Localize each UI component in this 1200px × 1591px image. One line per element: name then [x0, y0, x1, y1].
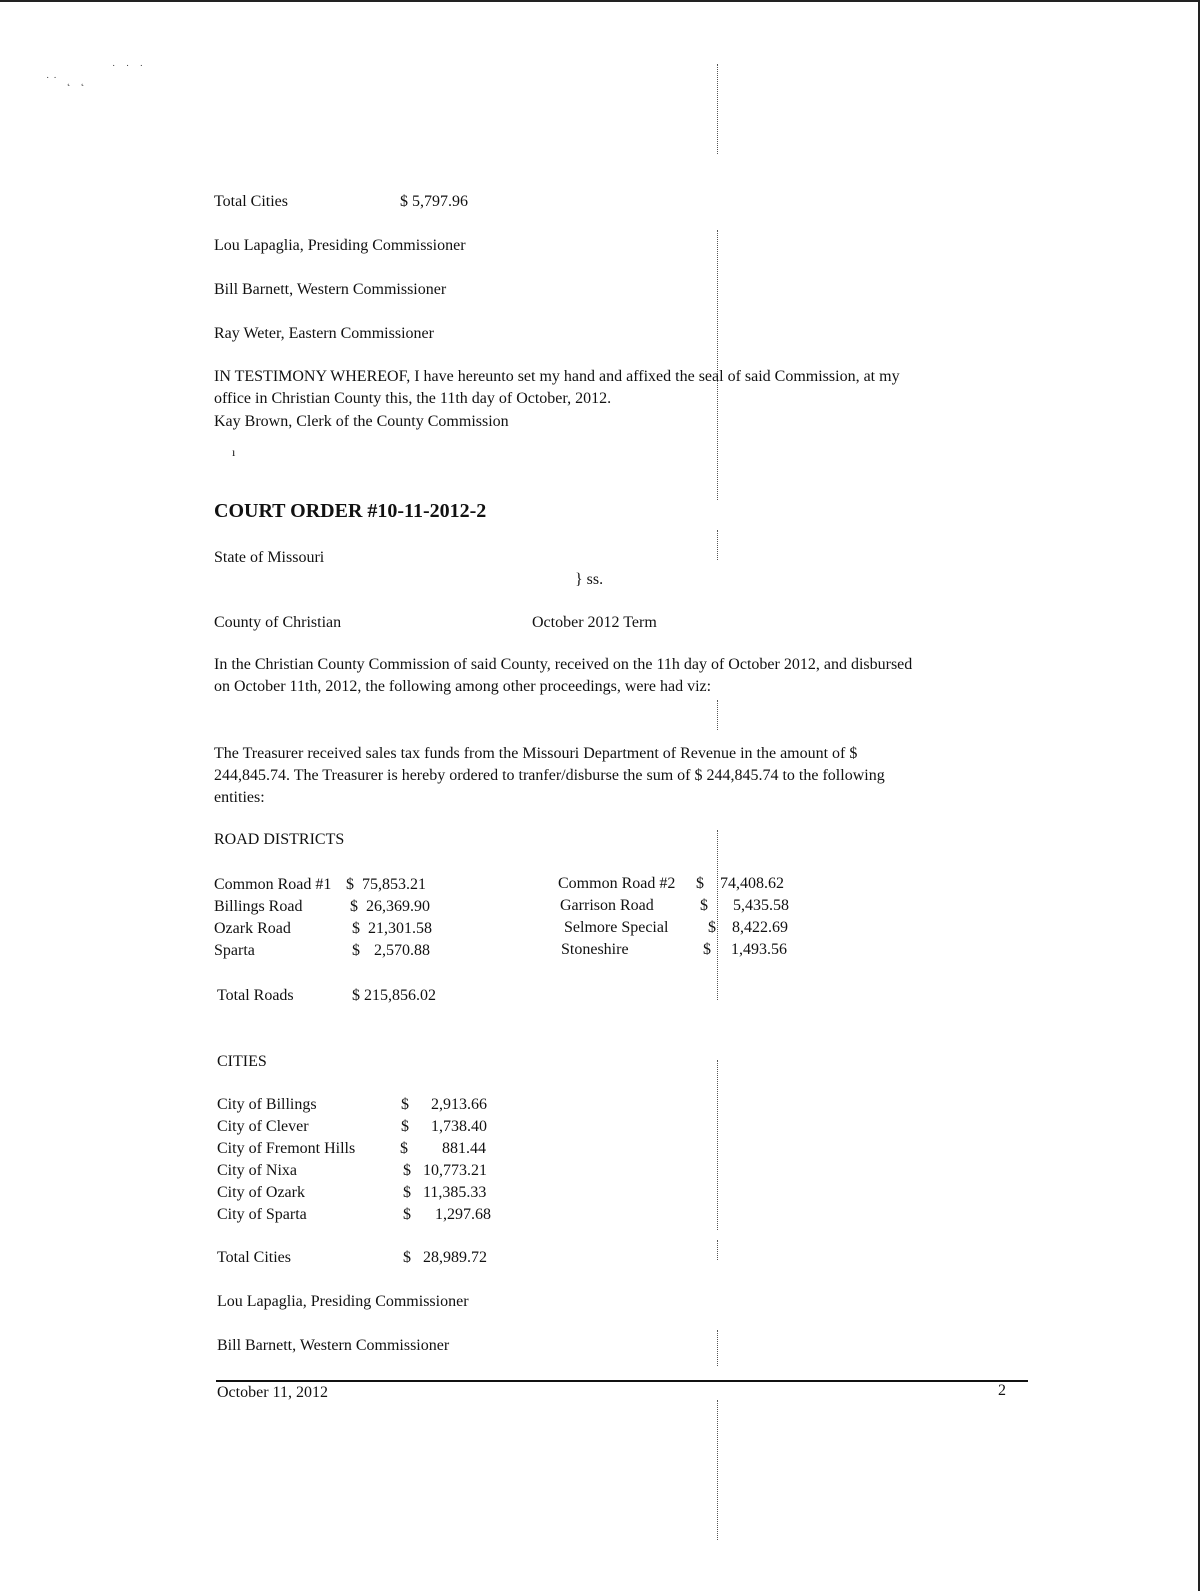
- scan-fold-line: [717, 530, 719, 560]
- county-label: County of Christian: [214, 614, 342, 631]
- scan-fold-line: [717, 700, 719, 730]
- testimony-paragraph: IN TESTIMONY WHEREOF, I have hereunto set my hand and affixed the seal of said Commission, at my office in Christian County this, the 11th day of October, 2012.: [214, 368, 900, 407]
- intro-paragraph: In the Christian County Commission of said County, received on the 11h day of October 2012, and disbursed on October 11th, 2012, the following among other proceedings, were had viz:: [214, 656, 913, 695]
- signature-eastern: Ray Weter, Eastern Commissioner: [214, 325, 434, 342]
- closing-signature-western: Bill Barnett, Western Commissioner: [217, 1337, 450, 1354]
- signature-presiding: Lou Lapaglia, Presiding Commissioner: [214, 237, 466, 254]
- closing-signature-presiding: Lou Lapaglia, Presiding Commissioner: [217, 1293, 469, 1310]
- scan-fold-line: [717, 1400, 719, 1540]
- treasurer-paragraph: The Treasurer received sales tax funds from the Missouri Department of Revenue in the amount of $ 244,845.74. The Treasurer is hereby ordered to tranfer/disburse the sum of $ 244,845.74 to the following entities:: [214, 745, 885, 806]
- scan-border-top: [0, 0, 1200, 2]
- scan-fold-line: [717, 1330, 719, 1366]
- court-order-title: COURT ORDER #10-11-2012-2: [214, 500, 487, 522]
- term-label: October 2012 Term: [532, 614, 657, 631]
- state-label: State of Missouri: [214, 549, 325, 566]
- road-districts-heading: ROAD DISTRICTS: [214, 831, 345, 848]
- scan-fold-line: [717, 230, 719, 500]
- total-cities-amount: $ 5,797.96: [400, 193, 468, 210]
- footer-rule: [216, 1380, 1028, 1382]
- scan-fold-line: [717, 1060, 719, 1230]
- footer-date: October 11, 2012: [217, 1384, 328, 1401]
- document-page: ˙˙ ˛ ˛ ˙ ˙ ˙ ı Total Cities $ 5,797.96 Lou Lapaglia, Presiding Commissioner Bill Barnett, Western Commissioner Ray Weter, Eastern Commissioner IN TESTIMONY WHEREOF, I have hereunto set my hand and affixed the seal of said Commission, at my office in Christian County this, the 11th day of October, 2012. Kay Brown, Clerk of the County Commission COURT ORDER #10-11-2012-2 State of Missouri } ss. County of Christian October 2012 Term In the Christian County Commission of said County, received on the 11h day of October 2012, and disbursed on October 11th, 2012, the following among other proceedings, were had viz: The Treasurer received sales tax funds from the Missouri Department of Revenue in the amount of $ 244,845.74. The Treasurer is hereby ordered to tranfer/disburse the sum of $ 244,845.74 to the following entities: ROAD DISTRICTS Common Road #1 $ 75,853.21 Billings Road $ 26,369.90 Ozark Road $ 21,301.58 Sparta $ 2,570.88 Common Road #2 $ 74,408.62 Garrison Road $ 5,435.58 Selmore Special $ 8,422.69 Stoneshire $ 1,493.56 Total Roads $ 215,856.02 CITIES City of Billings $ 2,913.66 City of Clever $ 1,738.40 City of Fremont Hills $ 881.44 City of Nixa $ 10,773.21 City of Ozark $ 11,385.33 City of Sparta $ 1,297.68 Total Cities $ 28,989.72 Lou Lapaglia, Presiding Commissioner Bill Barnett, Western Commissioner October 11, 2012 2: [0, 0, 1200, 1591]
- scan-fold-line: [717, 830, 719, 1000]
- scan-fold-line: [717, 64, 719, 154]
- scan-fold-line: [717, 1240, 719, 1260]
- total-cities-label: Total Cities: [214, 193, 288, 210]
- ss-label: } ss.: [575, 571, 604, 588]
- cities-heading: CITIES: [217, 1053, 267, 1070]
- scan-specks: ˙˙ ˛ ˛: [46, 76, 89, 87]
- scan-specks-2: ˙ ˙ ˙: [112, 64, 147, 75]
- signature-western: Bill Barnett, Western Commissioner: [214, 281, 447, 298]
- total-roads-label: Total Roads: [217, 987, 294, 1004]
- total-roads-amount: $ 215,856.02: [352, 987, 436, 1004]
- margin-mark: ı: [232, 445, 236, 459]
- page-number: 2: [998, 1382, 1006, 1399]
- clerk-signature: Kay Brown, Clerk of the County Commission: [214, 413, 509, 430]
